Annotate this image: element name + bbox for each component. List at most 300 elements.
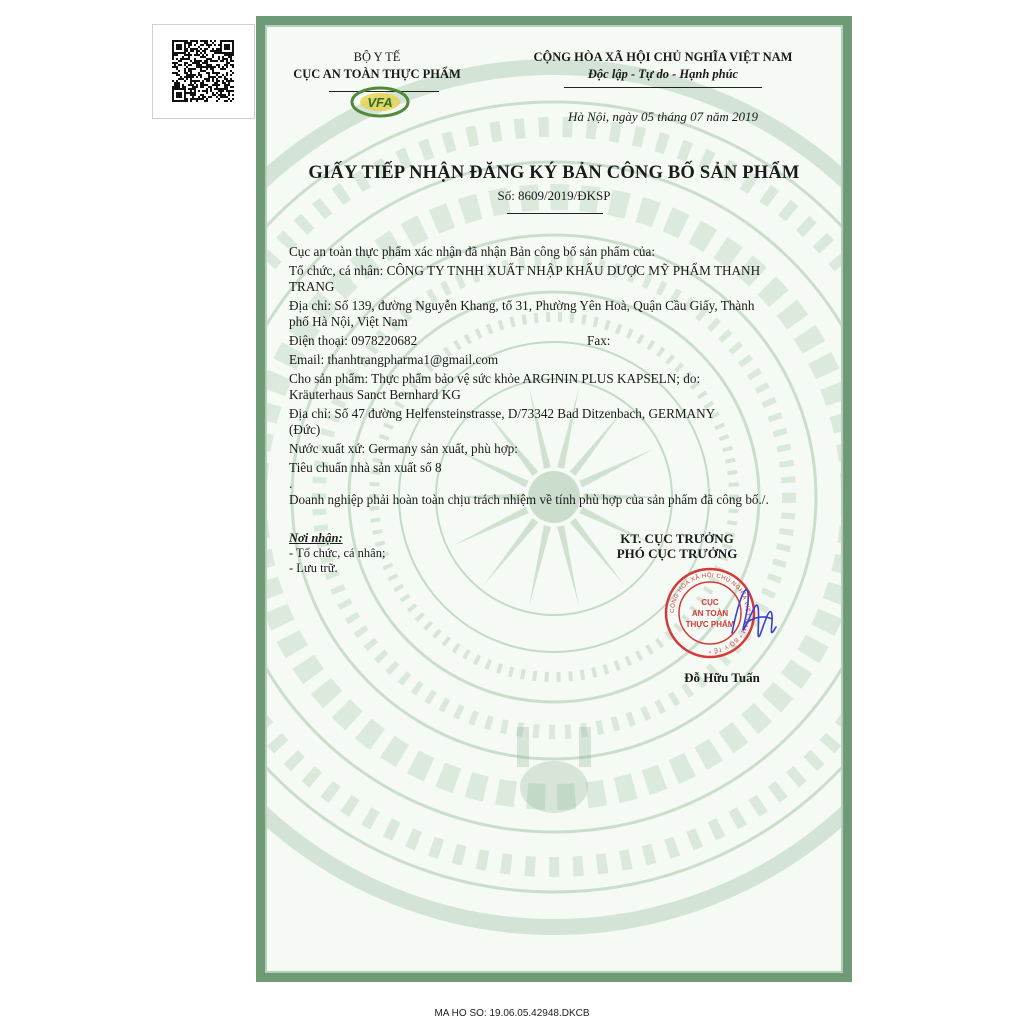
qr-module bbox=[184, 72, 186, 74]
qr-module bbox=[172, 90, 174, 92]
qr-module bbox=[196, 76, 198, 78]
qr-module bbox=[176, 92, 178, 94]
qr-module bbox=[232, 64, 234, 66]
intro-text: Cục an toàn thực phẩm xác nhận đã nhận Bản công bố sản phẩm của: bbox=[289, 244, 656, 259]
qr-module bbox=[212, 54, 214, 56]
qr-module bbox=[186, 100, 188, 102]
qr-module bbox=[218, 76, 220, 78]
qr-module bbox=[178, 88, 180, 90]
qr-module bbox=[180, 78, 182, 80]
qr-module bbox=[212, 50, 214, 52]
qr-module bbox=[192, 76, 194, 78]
qr-module bbox=[192, 68, 194, 70]
qr-module bbox=[228, 80, 230, 82]
qr-module bbox=[174, 88, 176, 90]
qr-module bbox=[212, 70, 214, 72]
qr-module bbox=[232, 90, 234, 92]
qr-module bbox=[184, 100, 186, 102]
qr-module bbox=[232, 86, 234, 88]
qr-module bbox=[196, 80, 198, 82]
qr-module bbox=[190, 100, 192, 102]
qr-module bbox=[172, 46, 174, 48]
qr-module bbox=[196, 50, 198, 52]
qr-module bbox=[222, 68, 224, 70]
qr-module bbox=[212, 84, 214, 86]
qr-module bbox=[192, 92, 194, 94]
qr-module bbox=[180, 100, 182, 102]
qr-module bbox=[214, 66, 216, 68]
qr-module bbox=[232, 60, 234, 62]
record-code: MA HO SO: 19.06.05.42948.DKCB bbox=[434, 1008, 590, 1019]
qr-module bbox=[198, 50, 200, 52]
qr-module bbox=[210, 68, 212, 70]
qr-module bbox=[176, 84, 178, 86]
qr-module bbox=[202, 90, 204, 92]
qr-module bbox=[224, 46, 226, 48]
qr-module bbox=[192, 98, 194, 100]
qr-module bbox=[184, 96, 186, 98]
certificate bbox=[256, 16, 852, 982]
qr-module bbox=[176, 44, 178, 46]
qr-module bbox=[198, 98, 200, 100]
qr-module bbox=[216, 52, 218, 54]
qr-module bbox=[210, 90, 212, 92]
qr-module bbox=[192, 74, 194, 76]
qr-module bbox=[186, 74, 188, 76]
qr-module bbox=[204, 100, 206, 102]
qr-module bbox=[190, 54, 192, 56]
qr-module bbox=[178, 100, 180, 102]
qr-module bbox=[222, 58, 224, 60]
qr-module bbox=[212, 78, 214, 80]
qr-module bbox=[178, 40, 180, 42]
qr-module bbox=[182, 86, 184, 88]
qr-module bbox=[210, 40, 212, 42]
qr-module bbox=[184, 98, 186, 100]
qr-module bbox=[228, 46, 230, 48]
qr-module bbox=[212, 48, 214, 50]
qr-module bbox=[224, 84, 226, 86]
qr-module bbox=[172, 86, 174, 88]
qr-module bbox=[218, 98, 220, 100]
qr-module bbox=[178, 78, 180, 80]
qr-module bbox=[202, 86, 204, 88]
qr-module bbox=[194, 44, 196, 46]
qr-module bbox=[186, 50, 188, 52]
qr-module bbox=[194, 88, 196, 90]
qr-module bbox=[228, 90, 230, 92]
separator-dot: . bbox=[289, 476, 293, 491]
qr-module bbox=[176, 62, 178, 64]
qr-module bbox=[182, 56, 184, 58]
qr-module bbox=[174, 86, 176, 88]
signature-title bbox=[577, 531, 777, 561]
qr-module bbox=[200, 94, 202, 96]
qr-module bbox=[180, 44, 182, 46]
qr-module bbox=[188, 58, 190, 60]
qr-module bbox=[216, 92, 218, 94]
qr-module bbox=[222, 40, 224, 42]
qr-module bbox=[198, 60, 200, 62]
qr-module bbox=[172, 88, 174, 90]
qr-module bbox=[224, 96, 226, 98]
qr-module bbox=[190, 44, 192, 46]
address-line-2: phố Hà Nội, Việt Nam bbox=[289, 314, 408, 329]
qr-module bbox=[198, 62, 200, 64]
qr-module bbox=[182, 100, 184, 102]
qr-module bbox=[226, 40, 228, 42]
qr-module bbox=[224, 44, 226, 46]
issue-date: Hà Nội, ngày 05 tháng 07 năm 2019 bbox=[568, 109, 758, 124]
qr-module bbox=[190, 60, 192, 62]
qr-module bbox=[174, 40, 176, 42]
qr-module bbox=[210, 76, 212, 78]
qr-module bbox=[192, 86, 194, 88]
seal-text-line-3: THỰC PHẨM bbox=[685, 620, 735, 629]
qr-module bbox=[216, 64, 218, 66]
qr-module bbox=[206, 98, 208, 100]
qr-module bbox=[208, 66, 210, 68]
qr-module bbox=[176, 96, 178, 98]
qr-module bbox=[178, 64, 180, 66]
qr-module bbox=[188, 84, 190, 86]
qr-module bbox=[232, 72, 234, 74]
recipient-item: - Tổ chức, cá nhân; bbox=[289, 546, 386, 560]
header-right bbox=[487, 49, 839, 83]
qr-module bbox=[194, 60, 196, 62]
qr-module bbox=[200, 74, 202, 76]
qr-module bbox=[190, 94, 192, 96]
qr-module bbox=[208, 78, 210, 80]
qr-module bbox=[204, 40, 206, 42]
qr-module bbox=[172, 56, 174, 58]
qr-module bbox=[210, 64, 212, 66]
signature-title-line-2: PHÓ CỤC TRƯỞNG bbox=[616, 546, 738, 561]
qr-module bbox=[190, 90, 192, 92]
qr-module bbox=[198, 72, 200, 74]
qr-module bbox=[214, 84, 216, 86]
qr-module bbox=[220, 40, 222, 42]
qr-module bbox=[182, 84, 184, 86]
qr-module bbox=[178, 96, 180, 98]
qr-module bbox=[196, 100, 198, 102]
qr-module bbox=[180, 92, 182, 94]
qr-module bbox=[228, 84, 230, 86]
qr-module bbox=[196, 66, 198, 68]
qr-module bbox=[230, 52, 232, 54]
qr-module bbox=[200, 64, 202, 66]
qr-module bbox=[186, 48, 188, 50]
qr-module bbox=[178, 46, 180, 48]
qr-module bbox=[194, 54, 196, 56]
qr-module bbox=[224, 40, 226, 42]
qr-module bbox=[196, 64, 198, 66]
qr-module bbox=[204, 62, 206, 64]
qr-module bbox=[220, 76, 222, 78]
qr-module bbox=[220, 88, 222, 90]
qr-module bbox=[226, 72, 228, 74]
qr-module bbox=[196, 60, 198, 62]
qr-module bbox=[200, 70, 202, 72]
qr-module bbox=[190, 74, 192, 76]
qr-module bbox=[230, 86, 232, 88]
qr-module bbox=[218, 52, 220, 54]
qr-module bbox=[216, 74, 218, 76]
qr-module bbox=[220, 92, 222, 94]
qr-module bbox=[232, 80, 234, 82]
qr-module bbox=[180, 48, 182, 50]
qr-module bbox=[192, 40, 194, 42]
qr-module bbox=[176, 94, 178, 96]
qr-module bbox=[188, 88, 190, 90]
qr-module bbox=[178, 70, 180, 72]
qr-module bbox=[206, 64, 208, 66]
qr-module bbox=[220, 60, 222, 62]
qr-module bbox=[200, 82, 202, 84]
qr-module bbox=[176, 74, 178, 76]
qr-module bbox=[226, 88, 228, 90]
qr-module bbox=[184, 76, 186, 78]
qr-module bbox=[218, 88, 220, 90]
qr-module bbox=[178, 60, 180, 62]
qr-module bbox=[226, 96, 228, 98]
qr-module bbox=[200, 56, 202, 58]
qr-module bbox=[212, 42, 214, 44]
recipients-block bbox=[289, 531, 385, 576]
qr-module bbox=[184, 62, 186, 64]
qr-module bbox=[180, 60, 182, 62]
qr-module bbox=[180, 40, 182, 42]
document-body bbox=[289, 244, 829, 511]
qr-module bbox=[224, 88, 226, 90]
qr-module bbox=[190, 92, 192, 94]
qr-module bbox=[222, 66, 224, 68]
qr-module bbox=[194, 62, 196, 64]
qr-module bbox=[172, 66, 174, 68]
qr-module bbox=[194, 48, 196, 50]
qr-module bbox=[190, 70, 192, 72]
qr-module bbox=[224, 94, 226, 96]
ministry-name: BỘ Y TẾ bbox=[353, 50, 401, 64]
qr-module bbox=[214, 44, 216, 46]
qr-module bbox=[214, 60, 216, 62]
qr-module bbox=[172, 94, 174, 96]
qr-module bbox=[196, 86, 198, 88]
qr-module bbox=[192, 62, 194, 64]
qr-module bbox=[218, 66, 220, 68]
qr-module bbox=[222, 74, 224, 76]
qr-module bbox=[214, 52, 216, 54]
national-motto: Độc lập - Tự do - Hạnh phúc bbox=[587, 67, 739, 81]
qr-module bbox=[194, 80, 196, 82]
qr-module bbox=[214, 94, 216, 96]
qr-module bbox=[176, 80, 178, 82]
qr-module bbox=[212, 72, 214, 74]
qr-module bbox=[176, 48, 178, 50]
qr-module bbox=[222, 82, 224, 84]
qr-module bbox=[208, 64, 210, 66]
seal-text-line-1: CỤC bbox=[701, 598, 719, 607]
qr-module bbox=[208, 96, 210, 98]
qr-module bbox=[230, 54, 232, 56]
qr-module bbox=[220, 68, 222, 70]
qr-module bbox=[214, 72, 216, 74]
qr-module bbox=[192, 48, 194, 50]
qr-module bbox=[224, 54, 226, 56]
qr-module bbox=[202, 80, 204, 82]
qr-module bbox=[216, 100, 218, 102]
qr-module bbox=[188, 42, 190, 44]
qr-module bbox=[208, 74, 210, 76]
qr-module bbox=[210, 66, 212, 68]
qr-module bbox=[192, 80, 194, 82]
qr-module bbox=[198, 64, 200, 66]
qr-module bbox=[186, 42, 188, 44]
qr-module bbox=[224, 52, 226, 54]
qr-module bbox=[224, 82, 226, 84]
qr-module bbox=[208, 72, 210, 74]
qr-module bbox=[188, 46, 190, 48]
qr-module bbox=[204, 56, 206, 58]
qr-module bbox=[186, 54, 188, 56]
origin-text: Nước xuất xứ: Germany sản xuất, phù hợp: bbox=[289, 441, 518, 456]
qr-module bbox=[230, 100, 232, 102]
qr-module bbox=[204, 60, 206, 62]
qr-module bbox=[226, 64, 228, 66]
qr-module bbox=[188, 70, 190, 72]
qr-module bbox=[218, 90, 220, 92]
qr-module bbox=[188, 64, 190, 66]
qr-module bbox=[216, 78, 218, 80]
qr-module bbox=[226, 46, 228, 48]
qr-module bbox=[172, 44, 174, 46]
qr-module bbox=[188, 54, 190, 56]
qr-module bbox=[228, 48, 230, 50]
qr-module bbox=[232, 52, 234, 54]
qr-module bbox=[228, 40, 230, 42]
qr-module bbox=[190, 82, 192, 84]
qr-module bbox=[190, 50, 192, 52]
qr-module bbox=[204, 52, 206, 54]
qr-module bbox=[202, 44, 204, 46]
qr-module bbox=[192, 88, 194, 90]
qr-module bbox=[180, 96, 182, 98]
qr-module bbox=[190, 80, 192, 82]
qr-module bbox=[208, 80, 210, 82]
qr-module bbox=[232, 46, 234, 48]
qr-module bbox=[218, 58, 220, 60]
qr-module bbox=[220, 96, 222, 98]
qr-module bbox=[206, 58, 208, 60]
qr-module bbox=[188, 92, 190, 94]
qr-module bbox=[200, 44, 202, 46]
qr-module bbox=[224, 100, 226, 102]
qr-module bbox=[218, 48, 220, 50]
qr-module bbox=[172, 80, 174, 82]
qr-module bbox=[178, 82, 180, 84]
qr-module bbox=[230, 60, 232, 62]
qr-module bbox=[174, 64, 176, 66]
address-line-1: Địa chỉ: Số 139, đường Nguyễn Khang, tổ 31, Phường Yên Hoà, Quận Cầu Giấy, Thành bbox=[289, 298, 755, 313]
qr-module bbox=[226, 58, 228, 60]
qr-module bbox=[190, 78, 192, 80]
qr-module bbox=[224, 58, 226, 60]
qr-module bbox=[172, 92, 174, 94]
qr-module bbox=[176, 58, 178, 60]
qr-module bbox=[202, 96, 204, 98]
qr-module bbox=[210, 50, 212, 52]
qr-module bbox=[180, 76, 182, 78]
qr-module bbox=[172, 100, 174, 102]
qr-module bbox=[202, 94, 204, 96]
qr-module bbox=[232, 44, 234, 46]
qr-code bbox=[152, 24, 255, 119]
qr-module bbox=[220, 46, 222, 48]
qr-module bbox=[180, 88, 182, 90]
maker-address-line-1: Địa chỉ: Số 47 đường Helfensteinstrasse, D/73342 Bad Ditzenbach, GERMANY bbox=[289, 406, 716, 421]
qr-module bbox=[182, 52, 184, 54]
qr-module bbox=[204, 96, 206, 98]
qr-module bbox=[178, 86, 180, 88]
qr-module bbox=[208, 86, 210, 88]
qr-module bbox=[174, 54, 176, 56]
qr-module bbox=[226, 80, 228, 82]
qr-module bbox=[174, 72, 176, 74]
qr-module bbox=[184, 90, 186, 92]
qr-module bbox=[230, 40, 232, 42]
qr-module bbox=[200, 48, 202, 50]
qr-module bbox=[194, 92, 196, 94]
qr-module bbox=[172, 50, 174, 52]
qr-module bbox=[184, 42, 186, 44]
qr-module bbox=[194, 40, 196, 42]
qr-module bbox=[200, 86, 202, 88]
qr-module bbox=[222, 60, 224, 62]
qr-module bbox=[210, 58, 212, 60]
document-content bbox=[267, 27, 841, 971]
qr-module bbox=[222, 52, 224, 54]
qr-module bbox=[218, 84, 220, 86]
seal-ring-text: CỘNG HÒA XÃ HỘI CHỦ NGHĨA VIỆT NAM * BỘ Y TẾ * bbox=[669, 572, 751, 654]
qr-module bbox=[200, 98, 202, 100]
qr-module bbox=[204, 70, 206, 72]
qr-module bbox=[206, 66, 208, 68]
qr-module bbox=[194, 98, 196, 100]
qr-module bbox=[186, 98, 188, 100]
qr-module bbox=[196, 42, 198, 44]
qr-module bbox=[222, 88, 224, 90]
qr-module bbox=[182, 58, 184, 60]
qr-module bbox=[196, 48, 198, 50]
qr-module bbox=[182, 78, 184, 80]
seal-text-line-2: AN TOÀN bbox=[691, 609, 729, 618]
qr-module bbox=[204, 42, 206, 44]
qr-module bbox=[214, 82, 216, 84]
qr-module bbox=[178, 74, 180, 76]
qr-code-pattern bbox=[170, 40, 236, 102]
qr-module bbox=[206, 92, 208, 94]
qr-module bbox=[206, 44, 208, 46]
qr-module bbox=[228, 94, 230, 96]
qr-module bbox=[184, 52, 186, 54]
qr-module bbox=[208, 58, 210, 60]
motto-underline bbox=[564, 87, 762, 88]
qr-module bbox=[226, 66, 228, 68]
qr-module bbox=[228, 82, 230, 84]
qr-module bbox=[172, 72, 174, 74]
qr-module bbox=[232, 42, 234, 44]
qr-module bbox=[172, 54, 174, 56]
